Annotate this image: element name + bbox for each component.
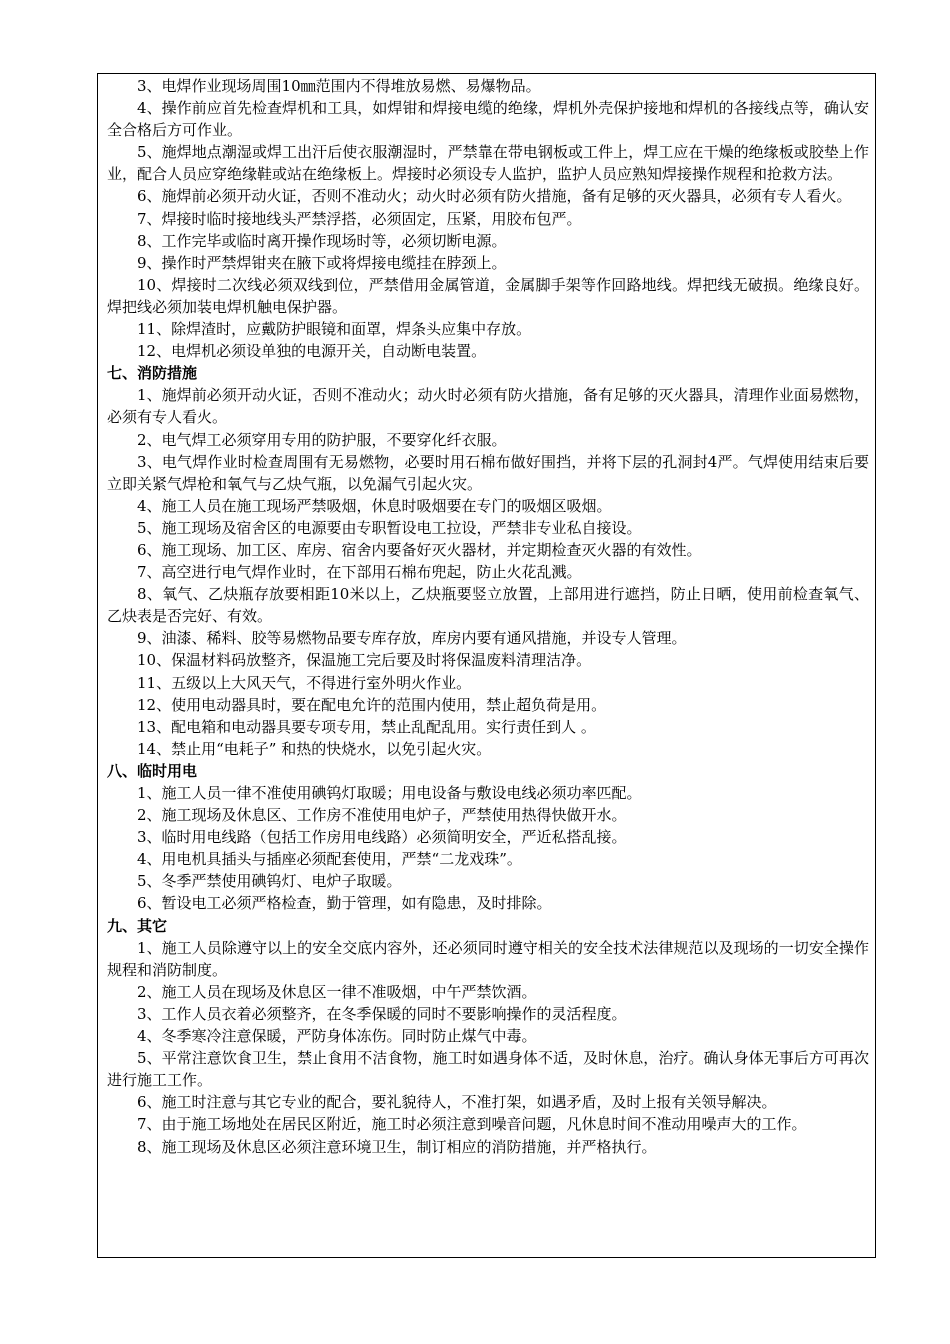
list-item: 7、焊接时临时接地线头严禁浮搭，必须固定，压紧，用胶布包严。 <box>137 209 582 228</box>
list-item: 2、施工现场及休息区、工作房不准使用电炉子，严禁使用热得快做开水。 <box>137 806 627 825</box>
list-item: 4、用电机具插头与插座必须配套使用，严禁“二龙戏珠”。 <box>137 850 522 869</box>
list-item: 4、操作前应首先检查焊机和工具，如焊钳和焊接电缆的绝缘，焊机外壳保护接地和焊机的各接线点等，确认安全合格后方可作业。 <box>107 99 869 140</box>
section-heading: 八、临时用电 <box>107 761 198 780</box>
list-item: 8、施工现场及休息区必须注意环境卫生，制订相应的消防措施，并严格执行。 <box>137 1137 657 1156</box>
list-item: 9、油漆、稀料、胶等易燃物品要专库存放，库房内要有通风措施，并设专人管理。 <box>137 629 687 648</box>
list-item: 11、五级以上大风天气，不得进行室外明火作业。 <box>137 673 472 692</box>
list-item: 10、焊接时二次线必须双线到位，严禁借用金属管道，金属脚手架等作回路地线。焊把线无破损。绝缘良好。焊把线必须加装电焊机触电保护器。 <box>107 275 869 316</box>
section-heading: 九、其它 <box>107 916 168 935</box>
list-item: 6、施工现场、加工区、库房、宿舍内要备好灭火器材，并定期检查灭火器的有效性。 <box>137 540 702 559</box>
list-item: 4、冬季寒冷注意保暖，严防身体冻伤。同时防止煤气中毒。 <box>137 1027 537 1046</box>
list-item: 13、配电箱和电动器具要专项专用，禁止乱配乱用。实行责任到人 。 <box>137 717 596 736</box>
list-item: 3、临时用电线路（包括工作房用电线路）必须简明安全，严近私搭乱接。 <box>137 828 627 847</box>
list-item: 1、施焊前必须开动火证，否则不准动火；动火时必须有防火措施，备有足够的灭火器具，清理作业面易燃物，必须有专人看火。 <box>107 386 869 427</box>
list-item: 5、冬季严禁使用碘钨灯、电炉子取暖。 <box>137 872 402 891</box>
list-item: 7、由于施工场地处在居民区附近，施工时必须注意到噪音问题，凡休息时间不准动用噪声大的工作。 <box>137 1115 807 1134</box>
list-item: 12、使用电动器具时，要在配电允许的范围内使用，禁止超负荷是用。 <box>137 695 607 714</box>
section-heading: 七、消防措施 <box>107 364 198 383</box>
list-item: 3、电气焊作业时检查周围有无易燃物，必要时用石棉布做好围挡，并将下层的孔洞封4严。气焊使用结束后要立即关紧气焊枪和氧气与乙炔气瓶，以免漏气引起火灾。 <box>107 452 869 493</box>
list-item: 2、施工人员在现场及休息区一律不准吸烟，中午严禁饮酒。 <box>137 982 537 1001</box>
list-item: 5、施工现场及宿舍区的电源要由专职暂设电工拉设，严禁非专业私自接设。 <box>137 518 642 537</box>
list-item: 5、施焊地点潮湿或焊工出汗后使衣服潮湿时，严禁靠在带电钢板或工件上，焊工应在干燥的绝缘板或胶垫上作业，配合人员应穿绝缘鞋或站在绝缘板上。焊接时必须设专人监护，监护人员应熟知焊接操作规程和抢救方法。 <box>107 143 869 184</box>
list-item: 6、施焊前必须开动火证，否则不准动火；动火时必须有防火措施，备有足够的灭火器具，必须有专人看火。 <box>137 187 852 206</box>
list-item: 2、电气焊工必须穿用专用的防护服，不要穿化纤衣服。 <box>137 430 507 449</box>
list-item: 5、平常注意饮食卫生，禁止食用不洁食物，施工时如遇身体不适，及时休息，治疗。确认身体无事后方可再次进行施工工作。 <box>107 1049 869 1090</box>
list-item: 4、施工人员在施工现场严禁吸烟，休息时吸烟要在专门的吸烟区吸烟。 <box>137 496 612 515</box>
list-item: 1、施工人员除遵守以上的安全交底内容外，还必须同时遵守相关的安全技术法律规范以及现场的一切安全操作规程和消防制度。 <box>107 938 869 979</box>
list-item: 7、高空进行电气焊作业时，在下部用石棉布兜起，防止火花乱溅。 <box>137 563 582 582</box>
document-body <box>107 75 869 1158</box>
list-item: 1、施工人员一律不准使用碘钨灯取暖；用电设备与敷设电线必须功率匹配。 <box>137 784 642 802</box>
list-item: 8、工作完毕或临时离开操作现场时等，必须切断电源。 <box>137 231 507 250</box>
list-item: 3、工作人员衣着必须整齐，在冬季保暖的同时不要影响操作的灵活程度。 <box>137 1004 627 1023</box>
list-item: 8、氧气、乙炔瓶存放要相距10米以上，乙炔瓶要竖立放置，上部用进行遮挡，防止日晒，使用前检查氧气、乙炔表是否完好、有效。 <box>107 585 869 626</box>
list-item: 6、暂设电工必须严格检查，勤于管理，如有隐患，及时排除。 <box>137 894 552 913</box>
list-item: 11、除焊渣时，应戴防护眼镜和面罩，焊条头应集中存放。 <box>137 320 532 339</box>
list-item: 10、保温材料码放整齐，保温施工完后要及时将保温废料清理洁净。 <box>137 651 592 670</box>
list-item: 6、施工时注意与其它专业的配合，要礼貌待人，不准打架，如遇矛盾，及时上报有关领导解决。 <box>137 1093 777 1112</box>
list-item: 3、电焊作业现场周围10㎜范围内不得堆放易燃、易爆物品。 <box>137 77 541 95</box>
list-item: 9、操作时严禁焊钳夹在腋下或将焊接电缆挂在脖颈上。 <box>137 253 507 272</box>
list-item: 12、电焊机必须设单独的电源开关，自动断电装置。 <box>137 342 487 361</box>
list-item: 14、禁止用“电耗子” 和热的快烧水，以免引起火灾。 <box>137 739 492 758</box>
